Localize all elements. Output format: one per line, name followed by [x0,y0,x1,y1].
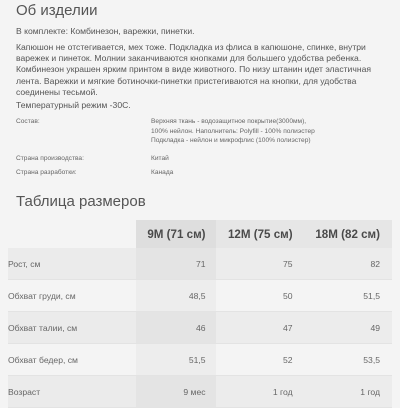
row-label: Рост, см [8,248,136,280]
size-table-header-row [8,220,392,248]
country-of-manufacture-row [16,154,388,164]
row-label: Обхват груди, см [8,280,136,312]
row-label: Возраст [8,376,136,408]
table-row [8,312,392,344]
table-cell: 71 [136,248,216,280]
composition-label: Состав: [16,118,40,125]
table-cell: 75 [216,248,303,280]
table-cell: 53,5 [303,344,392,376]
product-properties [16,117,388,178]
country-value: Китай [151,154,169,162]
developer-country-label: Страна разработки: [16,169,77,177]
row-label: Обхват талии, см [8,312,136,344]
table-cell: 49 [303,312,392,344]
composition-line: 100% нейлон. Наполнитель: Polyfill - 100% полиэстер [151,127,315,135]
table-row [8,248,392,280]
table-cell: 51,5 [303,280,392,312]
table-row [8,280,392,312]
size-column-header-12m: 12M (75 см) [216,220,303,248]
size-column-header-9m: 9M (71 см) [136,220,216,248]
product-description-text: Капюшон не отстегивается, мех тоже. Подкладка из флиса в капюшоне, спинке, внутри варежек и пинеток. Молнии заканчиваются кнопками для большего удобства ребенка. Комбинезон украшен ярким принтом в виде животного. По низу штанин идет эластичная лента. Варежки и мягкие ботиночки-пинетки пристегиваются на кнопки, для удобства соединены тесьмой. [16,42,372,97]
composition-line: Подкладка - нейлон и микрофлис (100% полиэстер) [151,137,311,145]
size-table-title: Таблица размеров [16,193,146,210]
table-cell: 52 [216,344,303,376]
temperature-range-text: Температурный режим -30С. [16,100,131,110]
table-cell: 82 [303,248,392,280]
country-of-development-row [16,168,388,178]
about-section-title: Об изделии [16,2,98,19]
table-row [8,376,392,408]
composition-row [16,117,388,146]
country-label: Страна производства: [16,154,84,162]
composition-value [151,117,388,146]
kit-contents-text: В комплекте: Комбинезон, варежки, пинетки. [16,26,195,36]
composition-line: Верхняя ткань - водозащитное покрытие(3000мм), [151,118,307,125]
table-cell: 50 [216,280,303,312]
size-table-corner [8,220,136,248]
size-table [8,220,392,408]
table-cell: 47 [216,312,303,344]
table-cell: 48,5 [136,280,216,312]
row-label: Обхват бедер, см [8,344,136,376]
table-cell: 1 год [303,376,392,408]
table-cell: 51,5 [136,344,216,376]
table-row [8,344,392,376]
developer-country-value: Канада [151,169,174,177]
table-cell: 9 мес [136,376,216,408]
size-column-header-18m: 18M (82 см) [303,220,392,248]
table-cell: 1 год [216,376,303,408]
table-cell: 46 [136,312,216,344]
